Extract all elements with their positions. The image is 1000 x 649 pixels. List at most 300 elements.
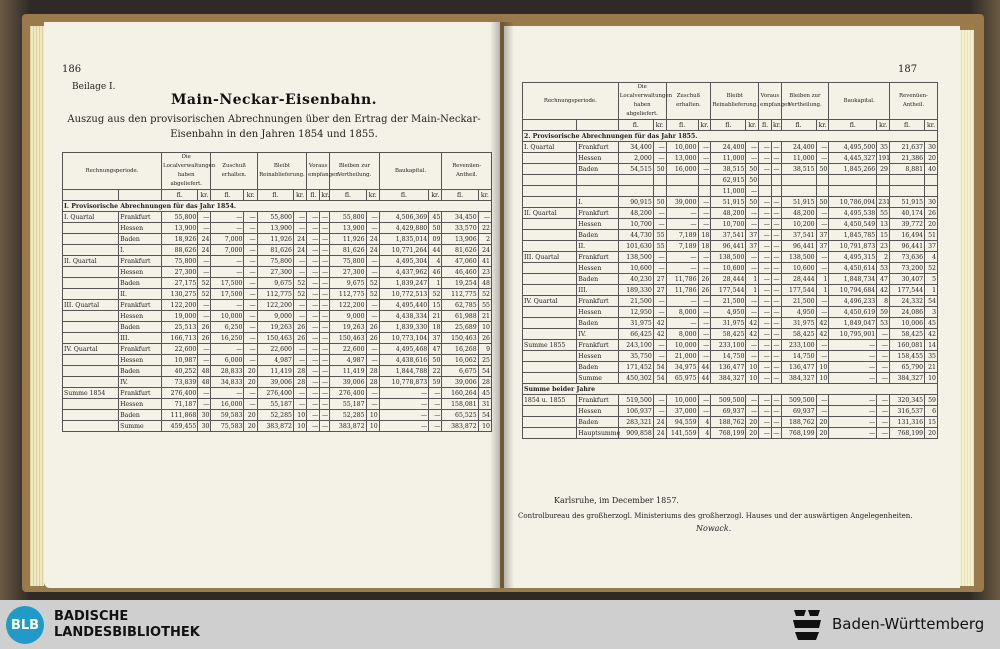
unit-cell (119, 190, 162, 201)
value-cell: 4,495,468 (379, 344, 428, 355)
right_page-table-grid (522, 82, 938, 439)
value-cell: — (198, 256, 211, 267)
value-cell: — (293, 388, 306, 399)
value-cell: 26 (293, 322, 306, 333)
value-cell: — (773, 154, 780, 162)
value-cell: — (816, 219, 829, 230)
value-cell: 37 (925, 241, 938, 252)
value-cell: — (877, 362, 890, 373)
value-cell: — (773, 231, 780, 239)
value-cell: 768,199 (781, 428, 816, 439)
value-cell: 65,525 (442, 410, 478, 421)
value-cell (890, 175, 925, 186)
value-cell: 4,496,233 (829, 296, 877, 307)
unit-cell (523, 120, 577, 131)
column-header: Bleiben zur Vertheilung. (330, 153, 380, 190)
value-cell: 16,268 (442, 344, 478, 355)
unit-cell: kr. (772, 121, 781, 129)
value-cell: 8,881 (890, 164, 925, 175)
value-cell: 94,559 (666, 417, 698, 428)
value-cell: 10,772,513 (379, 289, 428, 300)
value-cell: — (429, 399, 442, 410)
table-row (523, 186, 938, 197)
value-cell: 23 (478, 267, 491, 278)
table-row (523, 208, 938, 219)
value-cell: 54 (478, 366, 491, 377)
value-cell: 73,839 (161, 377, 197, 388)
value-cell: 8,000 (666, 307, 698, 318)
value-cell: 96,441 (711, 241, 746, 252)
value-cell: — (366, 256, 379, 267)
value-cell: — (307, 355, 320, 366)
value-cell: 10,000 (211, 311, 244, 322)
value-cell: — (877, 373, 890, 384)
value-cell: 24,400 (711, 142, 746, 153)
period-cell: II. Quartal (523, 208, 577, 219)
period-cell: III. Quartal (63, 300, 119, 311)
state-cell: II. (577, 241, 619, 252)
value-cell: — (244, 322, 257, 333)
state-cell: Hessen (577, 351, 619, 362)
state-cell: Hessen (119, 311, 162, 322)
value-cell: 6,675 (442, 366, 478, 377)
value-cell: 10 (816, 373, 829, 384)
value-cell: 55,187 (257, 399, 293, 410)
value-cell: — (307, 289, 320, 300)
value-cell: — (293, 311, 306, 322)
period-cell (63, 311, 119, 322)
right-accounts-table (522, 82, 938, 439)
value-cell: — (320, 410, 330, 421)
value-cell: — (293, 355, 306, 366)
value-cell: 21,637 (890, 142, 925, 153)
column-header: Zuschuß erhalten. (666, 83, 711, 120)
value-cell: — (759, 230, 772, 241)
value-cell (698, 175, 711, 186)
value-cell: 52 (293, 289, 306, 300)
bw-name[interactable]: Baden-Württemberg (832, 615, 985, 633)
period-cell (523, 428, 577, 439)
value-cell: 5 (925, 274, 938, 285)
value-cell: — (698, 351, 711, 362)
value-cell: 10,600 (781, 263, 816, 274)
value-cell: 27,300 (257, 267, 293, 278)
value-cell: 7,189 (666, 230, 698, 241)
value-cell: 4,495,304 (379, 256, 428, 267)
table-row (523, 395, 938, 406)
period-cell (523, 274, 577, 285)
value-cell: — (307, 399, 320, 410)
beilage-label: Beilage I. (72, 82, 116, 92)
value-cell: — (759, 285, 772, 296)
value-cell: — (829, 373, 877, 384)
period-cell (523, 197, 577, 208)
value-cell: — (746, 153, 759, 164)
value-cell: — (759, 428, 772, 439)
value-cell: 10 (746, 362, 759, 373)
value-cell: 26 (198, 333, 211, 344)
value-cell: 383,872 (330, 421, 366, 432)
value-cell: — (320, 322, 330, 333)
value-cell: 28,444 (711, 274, 746, 285)
value-cell: 10 (293, 410, 306, 421)
value-cell: 33,570 (442, 223, 478, 234)
value-cell: — (759, 362, 772, 373)
value-cell: 47 (429, 344, 442, 355)
header-row (63, 153, 492, 190)
value-cell (925, 186, 938, 197)
table-row (63, 278, 492, 289)
value-cell: 509,500 (781, 395, 816, 406)
value-cell: 4,429,880 (379, 223, 428, 234)
table-row (523, 252, 938, 263)
value-cell: 48,200 (711, 208, 746, 219)
value-cell: 20 (816, 417, 829, 428)
value-cell: 4 (698, 428, 711, 439)
value-cell: 30 (925, 142, 938, 153)
value-cell: 138,500 (711, 252, 746, 263)
value-cell: — (773, 363, 780, 371)
value-cell: 52,285 (257, 410, 293, 421)
value-cell: 11,786 (666, 285, 698, 296)
value-cell: 26 (698, 274, 711, 285)
value-cell: — (653, 142, 666, 153)
value-cell: 55,800 (161, 212, 197, 223)
value-cell: — (307, 322, 320, 333)
value-cell: 9 (478, 344, 491, 355)
value-cell: — (816, 263, 829, 274)
value-cell: 6 (925, 406, 938, 417)
value-cell: — (307, 245, 320, 256)
value-cell: 15 (877, 230, 890, 241)
value-cell: — (829, 395, 877, 406)
value-cell: — (244, 289, 257, 300)
value-cell: 24 (198, 245, 211, 256)
value-cell: 320,345 (890, 395, 925, 406)
value-cell: 37,541 (781, 230, 816, 241)
value-cell: — (293, 344, 306, 355)
period-cell (523, 373, 577, 384)
value-cell: — (698, 318, 711, 329)
unit-cell: fl. (379, 190, 428, 201)
table-row (523, 131, 938, 142)
value-cell: 10,000 (666, 142, 698, 153)
value-cell: — (653, 307, 666, 318)
unit-cell (63, 190, 119, 201)
table-row (523, 428, 938, 439)
value-cell: — (698, 153, 711, 164)
value-cell: 25,689 (442, 322, 478, 333)
value-cell: 24 (653, 428, 666, 439)
units-row (63, 190, 492, 201)
value-cell: 3 (925, 307, 938, 318)
value-cell: — (320, 421, 330, 432)
table-row (523, 406, 938, 417)
value-cell: — (816, 153, 829, 164)
value-cell: — (759, 307, 772, 318)
value-cell: — (244, 399, 257, 410)
value-cell: — (320, 256, 330, 267)
value-cell: 4,445,327 (829, 153, 877, 164)
value-cell: — (320, 300, 330, 311)
value-cell: 150,463 (330, 333, 366, 344)
table-row (523, 318, 938, 329)
value-cell: — (759, 274, 772, 285)
state-cell: Hessen (577, 153, 619, 164)
column-header: Die Localverwaltungen haben abgeliefert. (161, 153, 211, 190)
value-cell: — (877, 417, 890, 428)
value-cell: 48 (478, 278, 491, 289)
value-cell: 4 (698, 417, 711, 428)
blb-name[interactable] (54, 609, 200, 641)
value-cell: 50 (746, 197, 759, 208)
value-cell: — (198, 223, 211, 234)
value-cell: 10,000 (666, 340, 698, 351)
page-edges-left (30, 26, 44, 586)
value-cell: 19,254 (442, 278, 478, 289)
table-row (63, 245, 492, 256)
value-cell: — (746, 395, 759, 406)
value-cell: 24,086 (890, 307, 925, 318)
value-cell: 22,600 (330, 344, 366, 355)
value-cell: — (293, 399, 306, 410)
value-cell: 276,400 (257, 388, 293, 399)
value-cell: 81,626 (330, 245, 366, 256)
value-cell: 30 (925, 197, 938, 208)
value-cell: 4,438,334 (379, 311, 428, 322)
value-cell: — (307, 311, 320, 322)
value-cell: 42 (925, 329, 938, 340)
value-cell: — (759, 252, 772, 263)
value-cell: — (244, 223, 257, 234)
value-cell: 10 (746, 373, 759, 384)
left-page (44, 22, 500, 588)
value-cell: 90,915 (618, 197, 653, 208)
unit-cell (577, 120, 619, 131)
value-cell: — (759, 263, 772, 274)
unit-cell: fl. (666, 120, 698, 131)
value-cell: — (211, 388, 244, 399)
table-row (523, 164, 938, 175)
value-cell: — (877, 428, 890, 439)
value-cell: 34,833 (211, 377, 244, 388)
value-cell: 10 (478, 421, 491, 432)
value-cell: 26 (478, 333, 491, 344)
value-cell: — (478, 212, 491, 223)
value-cell: 11,000 (711, 153, 746, 164)
value-cell: — (320, 212, 330, 223)
value-cell: — (698, 395, 711, 406)
value-cell: 7,000 (211, 245, 244, 256)
value-cell: 177,544 (890, 285, 925, 296)
value-cell: — (320, 278, 330, 289)
value-cell: — (746, 307, 759, 318)
value-cell: 160,264 (442, 388, 478, 399)
table-row (523, 263, 938, 274)
value-cell: — (379, 410, 428, 421)
value-cell: — (653, 395, 666, 406)
state-cell: Hessen (577, 263, 619, 274)
state-cell: Baden (119, 410, 162, 421)
value-cell: — (198, 388, 211, 399)
value-cell: — (653, 351, 666, 362)
period-cell (523, 351, 577, 362)
period-cell (523, 164, 577, 175)
value-cell: 35,750 (618, 351, 653, 362)
value-cell: 53 (877, 263, 890, 274)
book-gutter (490, 22, 514, 588)
value-cell: — (698, 208, 711, 219)
value-cell: — (698, 307, 711, 318)
value-cell: 51,915 (781, 197, 816, 208)
value-cell: 21 (429, 311, 442, 322)
value-cell: — (320, 399, 330, 410)
state-cell: Frankfurt (577, 252, 619, 263)
value-cell: 11,786 (666, 274, 698, 285)
value-cell: — (698, 197, 711, 208)
value-cell: — (773, 319, 780, 327)
value-cell: 50 (653, 197, 666, 208)
state-cell: Frankfurt (577, 340, 619, 351)
value-cell: 69,937 (711, 406, 746, 417)
value-cell: 14 (925, 340, 938, 351)
value-cell: 15 (925, 417, 938, 428)
period-cell (63, 410, 119, 421)
unit-cell: fl. (211, 190, 244, 201)
value-cell: — (320, 245, 330, 256)
value-cell: 20 (244, 421, 257, 432)
value-cell: — (746, 252, 759, 263)
value-cell: — (653, 340, 666, 351)
column-header: Revenüen-Antheil. (890, 83, 938, 120)
value-cell: 26 (366, 333, 379, 344)
left_page-table-grid (62, 152, 492, 432)
state-cell (577, 186, 619, 197)
value-cell: 40,252 (161, 366, 197, 377)
value-cell: — (773, 418, 780, 426)
value-cell: 28 (366, 377, 379, 388)
value-cell (759, 175, 772, 186)
period-cell (523, 230, 577, 241)
value-cell: 10,773,104 (379, 333, 428, 344)
value-cell: — (320, 388, 330, 399)
value-cell: 51 (925, 230, 938, 241)
value-cell: 171,452 (618, 362, 653, 373)
value-cell: — (759, 197, 772, 208)
state-cell: II. (119, 289, 162, 300)
state-cell: Summe (577, 373, 619, 384)
value-cell: 130,275 (161, 289, 197, 300)
value-cell: 39,000 (666, 197, 698, 208)
value-cell: 112,775 (442, 289, 478, 300)
state-cell: Baden (577, 362, 619, 373)
value-cell: — (816, 252, 829, 263)
value-cell: 50 (746, 175, 759, 186)
state-cell: Baden (577, 274, 619, 285)
column-header: Zuschuß erhalten. (211, 153, 257, 190)
value-cell: 16,062 (442, 355, 478, 366)
value-cell: 62,785 (442, 300, 478, 311)
value-cell: 1,849,047 (829, 318, 877, 329)
value-cell: 10,006 (890, 318, 925, 329)
value-cell: 26 (198, 322, 211, 333)
period-cell (523, 186, 577, 197)
value-cell: 1,845,785 (829, 230, 877, 241)
value-cell: — (816, 208, 829, 219)
value-cell: 20 (746, 417, 759, 428)
state-cell: Hauptsumme (578, 429, 621, 437)
state-cell: Baden (119, 278, 162, 289)
value-cell: 7,189 (666, 241, 698, 252)
units-row (523, 120, 938, 131)
value-cell: 42 (653, 318, 666, 329)
value-cell: 19,000 (161, 311, 197, 322)
value-cell: 52 (366, 278, 379, 289)
value-cell: 52 (293, 278, 306, 289)
value-cell: — (773, 407, 780, 415)
unit-cell: fl. (330, 190, 366, 201)
value-cell: 37,000 (666, 406, 698, 417)
value-cell: — (379, 399, 428, 410)
value-cell: — (816, 340, 829, 351)
value-cell: 39,772 (890, 219, 925, 230)
value-cell: 909,858 (618, 428, 653, 439)
value-cell: 81,626 (257, 245, 293, 256)
period-cell: Summe 1855 (523, 340, 577, 351)
value-cell: — (698, 406, 711, 417)
state-cell: Baden (119, 322, 162, 333)
value-cell: 50 (653, 164, 666, 175)
value-cell: — (366, 267, 379, 278)
state-cell: Baden (577, 230, 619, 241)
value-cell: 55 (653, 241, 666, 252)
value-cell: — (759, 351, 772, 362)
value-cell: 24 (366, 234, 379, 245)
value-cell: 12,950 (618, 307, 653, 318)
value-cell: — (698, 252, 711, 263)
value-cell: 37,541 (711, 230, 746, 241)
value-cell: — (829, 428, 877, 439)
value-cell: 24 (653, 417, 666, 428)
value-cell (925, 175, 938, 186)
value-cell: — (746, 263, 759, 274)
value-cell: 138,500 (618, 252, 653, 263)
value-cell: 55,800 (330, 212, 366, 223)
table-row (63, 388, 492, 399)
column-header: Rechnungsperiode. (523, 83, 619, 120)
value-cell: 42 (746, 329, 759, 340)
state-cell: Frankfurt (119, 300, 162, 311)
value-cell: 383,872 (442, 421, 478, 432)
value-cell: — (773, 143, 780, 151)
blb-logo[interactable]: BLB (6, 606, 44, 644)
value-cell: 37 (816, 230, 829, 241)
value-cell: 59 (877, 307, 890, 318)
value-cell: — (759, 153, 772, 164)
value-cell: 6,000 (211, 355, 244, 366)
value-cell: 4,495,315 (829, 252, 877, 263)
value-cell: — (653, 153, 666, 164)
value-cell: 10,987 (161, 355, 197, 366)
value-cell: 450,302 (618, 373, 653, 384)
value-cell: 10,600 (618, 263, 653, 274)
period-cell (63, 245, 119, 256)
value-cell: — (773, 429, 780, 437)
value-cell: — (773, 264, 780, 272)
section-heading: 2. Provisorische Abrechnungen für das Jahr 1855. (523, 131, 938, 142)
value-cell: 22 (429, 366, 442, 377)
value-cell: 46,460 (442, 267, 478, 278)
